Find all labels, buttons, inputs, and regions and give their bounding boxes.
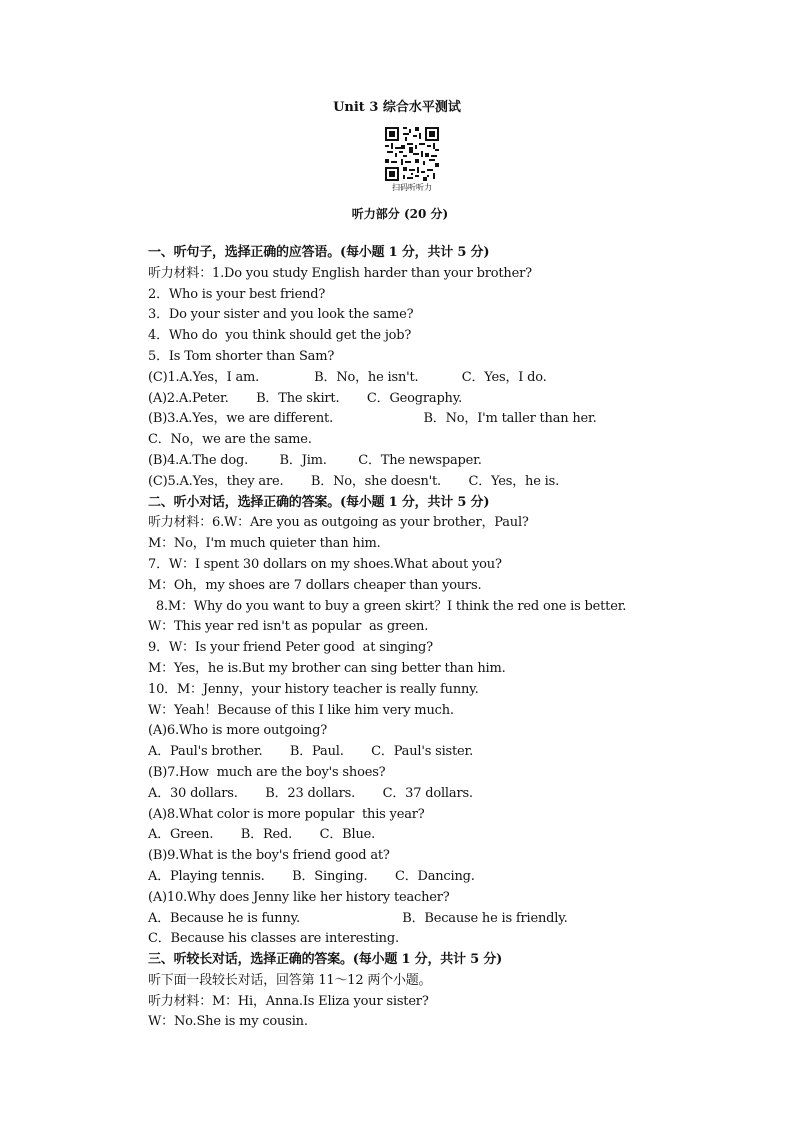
text-line: 听力材料：M：Hi，Anna.Is Eliza your sister? <box>148 993 429 1009</box>
section-heading: 二、听小对话，选择正确的答案。(每小题 1 分，共计 5 分) <box>148 494 490 510</box>
text-line: A．Playing tennis. B．Singing. C．Dancing. <box>148 868 475 884</box>
text-line: 2．Who is your best friend? <box>148 286 326 302</box>
text-line: 听力材料：1.Do you study English harder than your brother? <box>148 265 532 281</box>
text-line: M：Yes，he is.But my brother can sing better than him. <box>148 660 506 676</box>
text-line: M：No，I'm much quieter than him. <box>148 536 381 552</box>
exam-content <box>148 243 758 1033</box>
section-heading: 一、听句子，选择正确的应答语。(每小题 1 分，共计 5 分) <box>148 245 490 260</box>
text-line: 3．Do your sister and you look the same? <box>148 307 414 323</box>
text-line: 听下面一段较长对话，回答第 11～12 两个小题。 <box>148 972 432 988</box>
text-line: A．30 dollars. B．23 dollars. C．37 dollars. <box>148 785 473 801</box>
text-line: 8.M：Why do you want to buy a green skirt？I think the red one is better. <box>148 598 627 614</box>
text-line: W：Yeah！Because of this I like him very much. <box>148 702 454 718</box>
qr-code-image <box>385 127 439 181</box>
section-title: 听力部分 (20 分) <box>351 207 449 221</box>
page-title: Unit 3 综合水平测试 <box>333 100 461 115</box>
text-line: 4．Who do you think should get the job? <box>148 328 412 344</box>
text-line: (B)9.What is the boy's friend good at? <box>148 848 390 864</box>
text-line: (A)10.Why does Jenny like her history teacher? <box>148 889 450 905</box>
text-line: (C)5.A.Yes，they are. B．No，she doesn't. C．Yes，he is. <box>148 473 560 489</box>
text-line: A．Paul's brother. B．Paul. C．Paul's sister. <box>148 744 474 760</box>
text-line: 10．M：Jenny，your history teacher is really funny. <box>148 681 479 697</box>
text-line: C．No，we are the same. <box>148 432 312 448</box>
text-line: (B)4.A.The dog. B．Jim. C．The newspaper. <box>148 452 482 468</box>
text-line: M：Oh，my shoes are 7 dollars cheaper than yours. <box>148 577 482 593</box>
text-line: A．Because he is funny. B．Because he is friendly. <box>148 910 568 926</box>
text-line: (A)6.Who is more outgoing? <box>148 723 327 739</box>
text-line: 听力材料：6.W：Are you as outgoing as your brother，Paul? <box>148 515 529 531</box>
text-line: (B)7.How much are the boy's shoes? <box>148 764 386 780</box>
text-line: 7．W：I spent 30 dollars on my shoes.What about you? <box>148 556 502 572</box>
text-line: C．Because his classes are interesting. <box>148 931 399 947</box>
text-line: (A)2.A.Peter. B．The skirt. C．Geography. <box>148 390 463 406</box>
text-line: 9．W：Is your friend Peter good at singing? <box>148 640 433 656</box>
text-line: 5．Is Tom shorter than Sam? <box>148 348 335 364</box>
text-line: W：This year red isn't as popular as green. <box>148 619 429 635</box>
text-line: (C)1.A.Yes，I am. B．No，he isn't. C．Yes，I do. <box>148 369 547 385</box>
text-line: (B)3.A.Yes，we are different. B．No，I'm taller than her. <box>148 411 597 427</box>
section-heading: 三、听较长对话，选择正确的答案。(每小题 1 分，共计 5 分) <box>148 952 503 968</box>
qr-code-icon <box>385 127 439 181</box>
text-line: A．Green. B．Red. C．Blue. <box>148 827 376 843</box>
text-line: W：No.She is my cousin. <box>148 1014 308 1030</box>
text-line: (A)8.What color is more popular this year? <box>148 806 425 822</box>
qr-caption: 扫码听听力 <box>392 183 432 192</box>
